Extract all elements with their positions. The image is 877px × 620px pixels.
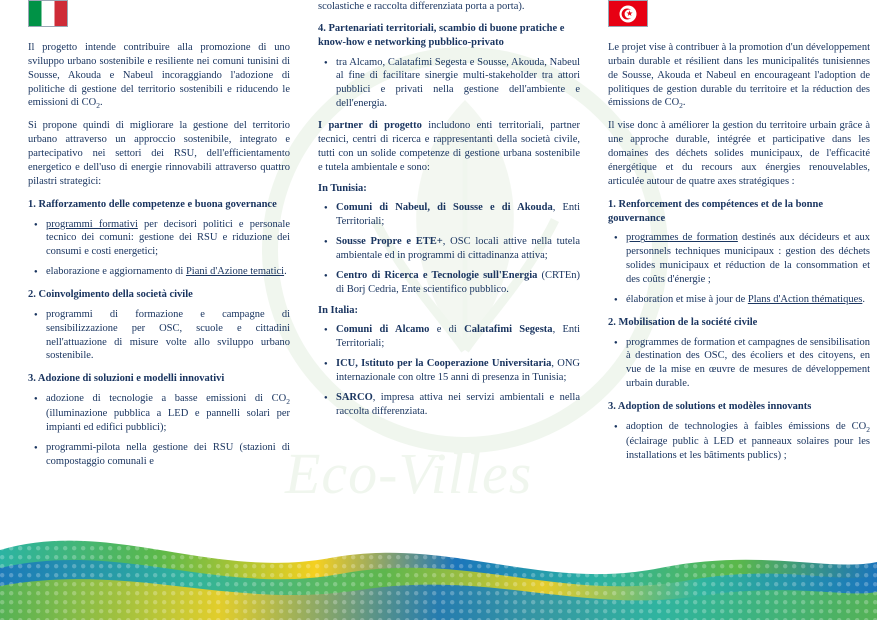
partner-desc: (CRTEn) di Borj Cedria, Ente scientifico pubblico. (336, 269, 580, 295)
watermark-text: Eco-Villes (285, 441, 533, 506)
list-item: ● programmes de formation et campagnes de sensibilisation à destination des OSC, des écoliers et des citoyens, en vue de la mise en œuvre de mesures de développement urbain durable. (626, 336, 870, 391)
italia-heading: In Italia: (318, 305, 358, 317)
left-section3-title: 3. Adozione di soluzioni e modelli innovativi (28, 373, 225, 385)
partner-desc: , OSC locali attive nella tutela ambientale ed in programmi di cittadinanza attiva; (336, 236, 580, 261)
right-section3-list (608, 420, 870, 463)
partner-name: Comuni di Alcamo (336, 324, 430, 336)
list-item: ● élaboration et mise à jour de Plans d'Action thématiques. (626, 293, 870, 307)
list-item (336, 201, 580, 229)
right-section1-list (608, 231, 870, 306)
list-item: ● elaborazione e aggiornamento di Piani d'Azione tematici. (46, 265, 290, 279)
tunisia-partners-list (318, 201, 580, 296)
tunisia-heading: In Tunisia: (318, 183, 367, 195)
list-item: ● adoption de technologies à faibles émissions de $CO_2$ (éclairage public à LED et panneaux solaires pour les installations et les bâtiments publics) ; (626, 420, 870, 463)
partner-name: Centro di Ricerca e Tecnologie sull'Energia (336, 269, 538, 281)
right-section2-list (608, 336, 870, 391)
list-item: ● tra Alcamo, Calatafimi Segesta e Sousse, Akouda, Nabeul al fine di facilitare sinergie multi-stakeholder tra attori pubblici e privati nella gestione dell'ambiente e dell'energia. (336, 56, 580, 111)
list-item: ● programmi di formazione e campagne di sensibilizzazione per OSC, scuole e cittadini nell'attuazione di misure volte allo sviluppo urbano sostenibile. (46, 308, 290, 363)
tunisian-flag (608, 0, 648, 27)
list-item (336, 357, 580, 385)
left-section1-list (28, 218, 290, 279)
list-item (336, 235, 580, 263)
left-paragraph-1: Il progetto intende contribuire alla promozione di uno sviluppo urbano sostenibile e resiliente nei comuni tunisini di Sousse, Akouda e Nabeul incoraggiando l'adozione di politiche di gestione del territorio sostenibili e riducendo le emissioni di $CO_2$. (28, 42, 290, 111)
column-middle (318, 0, 580, 426)
left-section2-title: 2. Coinvolgimento della società civile (28, 289, 193, 301)
partner-desc: , impresa attiva nei servizi ambientali e nella raccolta differenziata. (336, 391, 580, 417)
right-paragraph-1: Le projet vise à contribuer à la promotion d'un développement urbain durable et résilient dans les municipalités tunisiennes de Sousse, Akouda et Nabeul en encourageant l'adoption de politiques de gestion durable du territoire et la réduction des émissions de $CO_2$. (608, 42, 870, 111)
partners-intro-bold: I partner di progetto (318, 120, 422, 132)
partner-name: SARCO (336, 391, 373, 403)
middle-partners-intro (318, 119, 580, 174)
italia-partners-list (318, 323, 580, 418)
list-item (336, 391, 580, 419)
right-paragraph-2: Il vise donc à améliorer la gestion du territoire urbain grâce à une approche durable, intégrée et participative dans les domaines des déchets solides municipaux, de l'efficacité énergétique et du recours aux énergies renouvelables, articulée autour de quatre axes stratégiques : (608, 120, 870, 187)
column-italian (28, 0, 290, 477)
middle-section4-list (318, 56, 580, 111)
column-french (608, 0, 870, 471)
partner-name: Comuni di Nabeul, di Sousse e di Akouda (336, 202, 553, 214)
partner-desc: , Enti Territoriali; (336, 202, 581, 228)
partner-desc: , Enti Territoriali; (336, 324, 581, 350)
right-section1-title: 1. Renforcement des compétences et de la bonne gouvernance (608, 198, 824, 224)
list-item: ● programmi-pilota nella gestione dei RSU (stazioni di compostaggio comunali e (46, 441, 290, 469)
left-section2-list (28, 308, 290, 363)
list-item: ● programmi formativi per decisori politici e personale tecnico dei comuni: gestione dei RSU e riduzione dei consumi e costi energetici; (46, 218, 290, 260)
middle-continuation: scolastiche e raccolta differenziata porta a porta). (318, 1, 525, 12)
middle-section4-title: 4. Partenariati territoriali, scambio di buone pratiche e know-how e networking pubblico-privato (318, 22, 565, 48)
partner-conj: e di (429, 324, 465, 336)
partner-desc: , ONG internazionale con oltre 15 anni di presenza in Tunisia; (336, 358, 581, 383)
left-paragraph-2: Si propone quindi di migliorare la gestione del territorio urbano attraverso un approccio sostenibile, integrato e partecipativo nei settori dei RSU, dell'efficientamento energetico e dell'uso di energie rinnovabili attraverso quattro pilastri strategici: (28, 120, 290, 187)
right-section3-title: 3. Adoption de solutions et modèles innovants (608, 401, 812, 413)
list-item: ● adozione di tecnologie a basse emissioni di $CO_2$ (illuminazione pubblica a LED e pannelli solari per impianti ed edifici pubblici); (46, 392, 290, 435)
flag-star: ★ (625, 8, 634, 18)
partner-name: Sousse Propre e ETE+ (336, 236, 443, 248)
partner-name-2: Calatafimi Segesta (464, 324, 553, 336)
partner-name: ICU, Istituto per la Cooperazione Universitaria (336, 358, 552, 370)
list-item (336, 323, 580, 351)
right-section2-title: 2. Mobilisation de la société civile (608, 316, 758, 328)
left-section1-title: 1. Rafforzamento delle competenze e buona governance (28, 198, 277, 210)
partners-intro-rest: includono enti territoriali, partner tecnici, centri di ricerca e rappresentanti della società civile, tutti con un solide competenze di gestione urbana sostenibile e tutela ambientale e sono: (318, 120, 580, 173)
list-item (336, 269, 580, 297)
list-item: ● programmes de formation destinés aux décideurs et aux personnels techniques municipaux : gestion des déchets solides municipaux et réduction de la consommation et des coûts d'énergie ; (626, 231, 870, 286)
left-section3-list (28, 392, 290, 468)
italian-flag (28, 0, 68, 27)
